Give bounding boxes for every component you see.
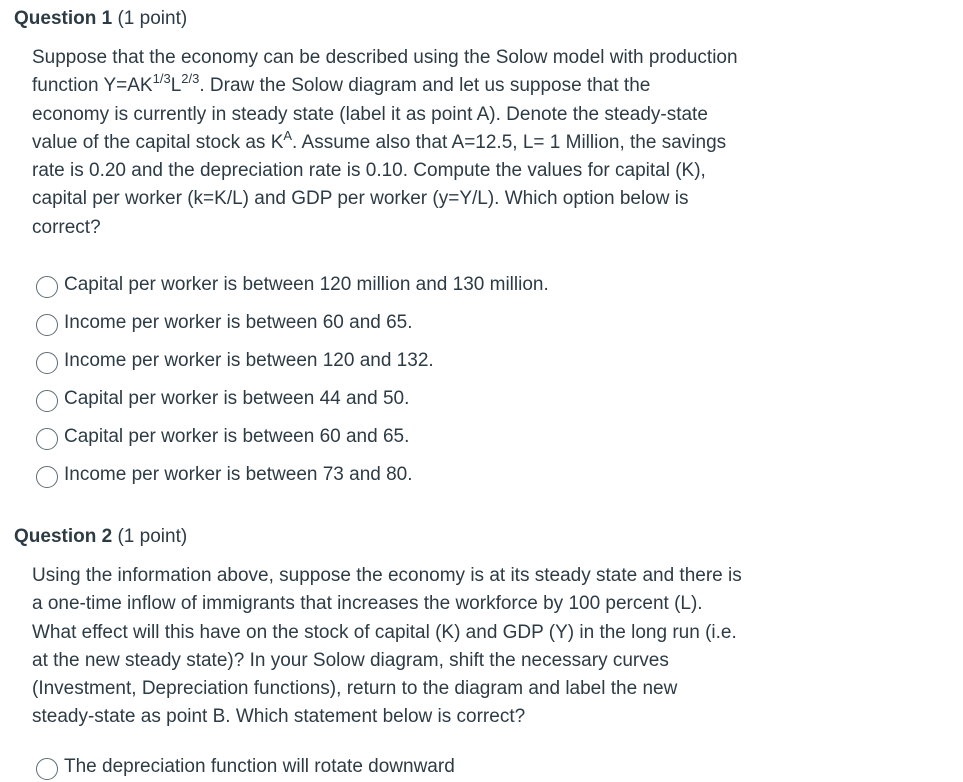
radio-button[interactable] [36,314,58,336]
q1-line-6: capital per worker (k=K/L) and GDP per worker (y=Y/L). Which option below is [32,188,689,210]
q1-line-1: Suppose that the economy can be described using the Solow model with production [32,47,738,68]
option-label: The depreciation function will rotate downward [64,756,455,777]
q2-line-2: a one-time inflow of immigrants that increases the workforce by 100 percent (L). [32,593,703,615]
q1-line-7: correct? [32,216,101,238]
radio-button[interactable] [36,276,58,298]
q1-option-1[interactable] [36,270,549,300]
q1-line-2b: L [170,75,182,97]
option-label: Income per worker is between 73 and 80. [64,464,413,485]
question-1-points: (1 point) [117,8,188,29]
question-2-text [32,562,762,732]
option-label: Capital per worker is between 44 and 50. [64,388,410,409]
q2-line-6: steady-state as point B. Which statement below is correct? [32,706,526,728]
radio-button[interactable] [36,466,58,488]
q1-superscript-a: A [283,127,293,143]
question-2-header [14,525,187,549]
radio-button[interactable] [36,352,58,374]
option-label: Capital per worker is between 60 and 65. [64,426,410,447]
q1-line-5: rate is 0.20 and the depreciation rate is 0.10. Compute the values for capital (K), [32,160,706,182]
radio-button[interactable] [36,758,58,780]
q2-line-3: What effect will this have on the stock of capital (K) and GDP (Y) in the long run (i.e. [32,621,737,643]
q1-line-2c: . Draw the Solow diagram and let us suppose that the [199,75,651,97]
option-label: Capital per worker is between 120 million and 130 million. [64,274,549,295]
q1-line-3: economy is currently in steady state (label it as point A). Denote the steady-state [32,103,708,125]
radio-button[interactable] [36,428,58,450]
q1-line-4b: . Assume also that A=12.5, L= 1 Million, the savings [292,131,727,153]
option-label: Income per worker is between 120 and 132. [64,350,434,371]
q1-option-2[interactable] [36,308,413,338]
option-label: Income per worker is between 60 and 65. [64,312,413,333]
q1-line-2a: function Y=AK [32,75,153,97]
question-2-title: Question 2 [14,526,113,547]
q1-option-4[interactable] [36,384,409,414]
radio-button[interactable] [36,390,58,412]
question-1-text [32,44,762,242]
q2-option-1[interactable] [36,752,455,782]
q2-line-5: (Investment, Depreciation functions), return to the diagram and label the new [32,678,678,700]
question-1-title: Question 1 [14,8,113,29]
question-2-points: (1 point) [117,526,188,547]
q2-line-4: at the new steady state)? In your Solow diagram, shift the necessary curves [32,649,669,671]
q2-line-1: Using the information above, suppose the economy is at its steady state and there is [32,565,742,586]
q1-option-6[interactable] [36,460,413,490]
question-1-header [14,7,187,31]
q1-exponent-2: 2/3 [181,70,200,86]
q1-exponent-1: 1/3 [152,70,171,86]
q1-option-5[interactable] [36,422,409,452]
q1-line-4 [32,129,762,157]
q1-option-3[interactable] [36,346,434,376]
q1-line-2 [32,72,762,100]
q1-line-4a: value of the capital stock as K [32,131,284,153]
